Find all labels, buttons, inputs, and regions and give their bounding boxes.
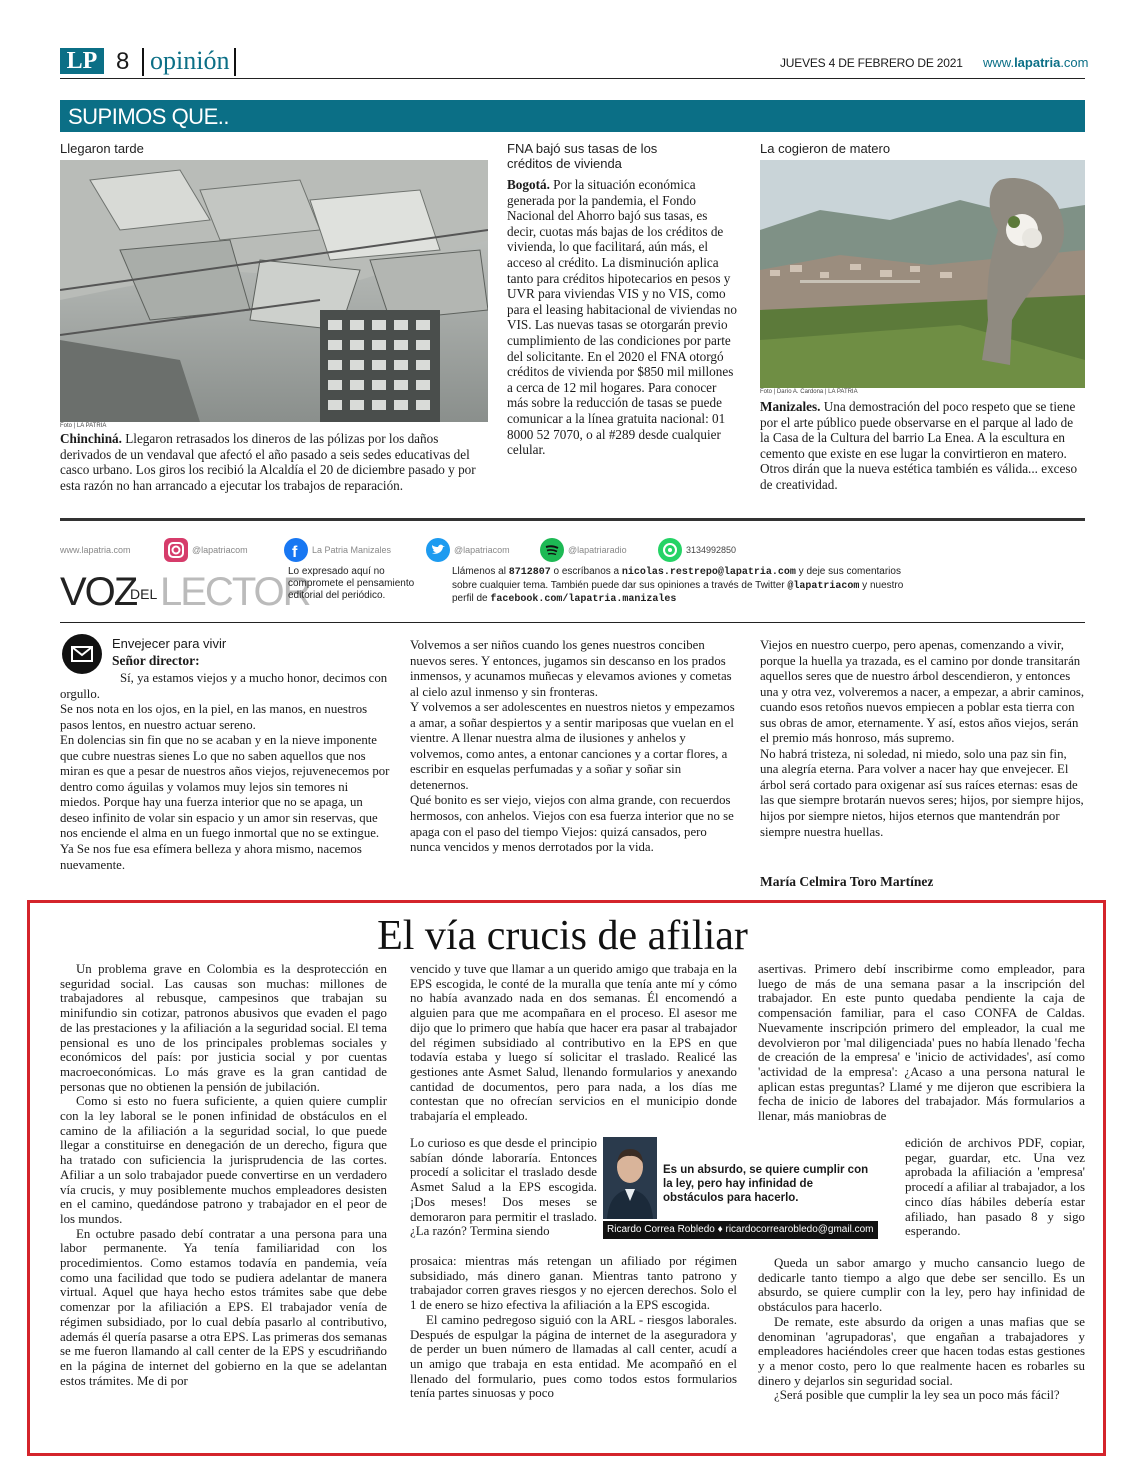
col2-heading: FNA bajó sus tasas de los créditos de vivienda bbox=[507, 141, 658, 171]
site-url[interactable]: www.lapatria.com bbox=[60, 545, 131, 555]
col1-heading: Llegaron tarde bbox=[60, 141, 144, 156]
voz-rule bbox=[60, 622, 1085, 623]
pull-quote-text: Es un absurdo, se quiere cumplir con la ley, pero hay infinidad de obstáculos para hacerlo. bbox=[663, 1164, 869, 1204]
svg-text:f: f bbox=[292, 544, 298, 561]
article-col2-cont: prosaica: mientras más retengan un afiliado por régimen subsidiado, más dinero ganan. Mientras tanto patrono y trabajador corren graves riesgos y no ejercen derechos. Solo el 1 de enero se hizo efectiva la afiliación a la EPS escogida. El camino pedregoso siguió con la ARL - riesgos laborales. Después de espulgar la página de internet de la aseguradora y de perder un buen número de llamadas al call center, acudí a un amigo que trabaja en esta entidad. Me acompañó en el llenado del formulario, pues como todos estos formularios tenía partes sinuosas y poco bbox=[410, 1254, 737, 1401]
header-divider bbox=[142, 48, 144, 76]
social-bar bbox=[60, 538, 1085, 562]
facebook-link[interactable]: f La Patria Manizales bbox=[284, 538, 391, 562]
ceiling-damage-photo bbox=[60, 160, 488, 422]
site-link[interactable]: www.lapatria.com bbox=[983, 55, 1089, 70]
header-divider bbox=[234, 48, 236, 76]
editorial-disclaimer: Lo expresado aquí no compromete el pensamiento editorial del periódico. bbox=[288, 566, 415, 601]
facebook-page: facebook.com/lapatria.manizales bbox=[490, 594, 677, 605]
spotify-icon bbox=[540, 538, 564, 562]
photo-credit: Foto | LA PATRIA bbox=[60, 423, 107, 429]
letter-col1: Sí, ya estamos viejos y a mucho honor, decimos con orgullo. Se nos nota en los ojos, en la piel, en las manos, en nuestros pasos lentos, en nuestro actuar sereno. En dolencias sin fin que no se acaban y en la nieve imponente que cubre nuestras sienes Lo que no saben aquellos que nos miran es que a pesar de nuestros años viejos, rejuvenecemos por dentro como águilas y volamos muy lejos sin temores ni miedos. Porque hay una fuerza interior que no se apaga, un deseo infinito de volar sin espacio y un amor sin reservas, que nos enciende el alma en un fuego inmortal que no se extingue. Ya Se nos fue esa efímera belleza y ahora mismo, nacemos nuevamente. bbox=[60, 671, 390, 872]
article-col1: Un problema grave en Colombia es la desprotección en seguridad social. Las causas son muchas: millones de trabajadores al rebusque, campesinos que trabajan su minifundio sin cotizar, patronos abusivos que evaden el pago de las prestaciones y la afiliación a la seguridad social. El tema pensional es uno de los principales problemas sociales y económicos del país: por justicia social y por cuentas macroeconómicas. Lo más grave es la gran cantidad de personas que no obtienen la pensión de jubilación. Como si esto no fuera suficiente, a quien quiere cumplir con la ley laboral se le ponen infinidad de obstáculos en el camino de la afiliación a la seguridad social, lo que puede llegar a constituirse en denegación de un derecho, figura que ha tratado con suficiencia la jurisprudencia de las cortes. Afiliar a un solo trabajador puede convertirse en un verdadero vía crucis, y muy posiblemente muchos empleadores desisten en el camino, quedándose patrono y trabajador en el peor de los mundos. En octubre pasado debí contratar a una persona para una labor permanente. Ya tenía familiaridad con los procedimientos. Como estamos todavía en pandemia, veía como una facilidad que todo se pudiera adelantar de manera virtual. Aquel que haya hecho estos trámites sabe que debe comenzar por la afiliación a EPS. El trabajador venía de régimen subsidiado, por lo cual debía pasarlo al contributivo, además él quería pasarse a otra EPS. Las primeras dos semanas se me fueron llamando al call center de la EPS y escudriñando en la página de internet del gobierno en la que se adelantan estos trámites. Me di por bbox=[60, 962, 387, 1388]
facebook-icon bbox=[284, 538, 308, 562]
col3-text: Manizales. Una demostración del poco respeto que se tiene por el arte público puede observarse en el parque al lado de la Casa de la Cultura del barrio La Enea. A la escultura en cemento que existe en ese lugar la convirtieron en matero. Otros dirán que la nueva estética también es válida... exceso de creatividad. bbox=[760, 399, 1078, 492]
col1-text: Chinchiná. Llegaron retrasados los dineros de las pólizas por los daños derivados de un vendaval que afectó el año pasado a seis sedes educativas del casco urbano. Los giros los recibió la Alcaldía el 20 de diciembre pasado y por esta razón no han arrancado a ejecutar los trabajos de reparación. bbox=[60, 431, 476, 493]
letter-col3: Viejos en nuestro cuerpo, pero apenas, comenzando a vivir, porque la huella ya trazada, es el camino por donde transitarán aquellos seres que de nuestro árbol descendieron, y entonces una y otra vez, volveremos a nacer, a empezar, a abrir caminos, cuando esos retoños nuevos empiecen a poblar esta tierra con sus obras de amor, eternamente. Y así, estos años viejos, serán el premio más honroso, más supremo. No habrá tristeza, ni soledad, ni miedo, solo una paz sin fin, una alegría eterna. Para volver a nacer hay que envejecer. El árbol será cortado para oxigenar así sus raíces eternas: esas de las que siempre brotarán nuevos seres; hijos, por siempre hijos, hijos por siempre nietos, hijos eternos que mantendrán por siempre nuestra huellas. bbox=[760, 638, 1085, 839]
phone-number: 8712807 bbox=[508, 567, 551, 578]
pull-quote bbox=[603, 1137, 878, 1245]
letter-signature: María Celmira Toro Martínez bbox=[760, 874, 934, 889]
lp-logo: LP bbox=[60, 48, 104, 74]
article-col3-wrap: edición de archivos PDF, copiar, pegar, guardar, etc. Una vez aprobada la afiliación a 'empresa' procedí a afiliar al trabajador, a los cinco días hábiles debería estar afiliado, han pasado 8 y sigo esperando. bbox=[905, 1136, 1085, 1239]
article-col3: asertivas. Primero debí inscribirme como empleador, para luego de más de una semana pasar a la inscripción del trabajador. En este punto quedaba pendiente la caja de compensación familiar, para el caso CONFA de Caldas. Nuevamente inscripción primero del empleador, la cual me devolvieron por 'mal diligenciada' pues no había llenado 'fecha de creación de la empresa' e 'inicio de actividades', así como 'actividad de la empresa': ¿Acaso a una persona natural le aplican estas preguntas? Llamé y me dijeron que escribiera la fecha de inicio de labores del trabajador. Más formularios a llenar, más maniobras de bbox=[758, 962, 1085, 1124]
letter-title: Envejecer para vivir bbox=[112, 636, 227, 651]
contact-info: Llámenos al 8712807 o escríbanos a nicolas.restrepo@lapatria.com y deje sus comentarios sobre cualquier tema. También puede dar sus opiniones a través de Twitter @lapatriacom y nuestro perfil de facebook.com/lapatria.manizales bbox=[452, 566, 904, 605]
supimos-band bbox=[60, 100, 1085, 132]
band-title: SUPIMOS QUE.. bbox=[68, 104, 229, 129]
instagram-icon bbox=[164, 538, 188, 562]
twitter-handle: @lapatriacom bbox=[787, 580, 860, 592]
page-header bbox=[60, 46, 1089, 80]
article-col3-cont: Queda un sabor amargo y mucho cansancio luego de dedicarle tanto tiempo a algo que debe ser sencillo. Es un absurdo, se quiere cumplir con la ley, pero hay infinidad de obstáculos para hacerlo. De remate, este absurdo da origen a unas mafias que se denominan 'agrupadoras', que engañan a trabajadores y empleadores haciéndoles creer que hacen todas estas gestiones y a menor costo, pero lo que realmente hacen es robarles su dinero y dejarlos sin seguridad social. ¿Será posible que cumplir la ley sea un poco más fácil? bbox=[758, 1256, 1085, 1403]
section-rule bbox=[60, 518, 1085, 521]
whatsapp-icon bbox=[658, 538, 682, 562]
mail-icon bbox=[62, 634, 102, 674]
spotify-link[interactable]: @lapatriaradio bbox=[540, 538, 627, 562]
page-number: 8 bbox=[116, 48, 130, 75]
twitter-link[interactable]: @lapatriacom bbox=[426, 538, 510, 562]
letter-salutation: Señor director: bbox=[112, 653, 200, 668]
col3-heading: La cogieron de matero bbox=[760, 141, 891, 156]
article-col2-wrap: Lo curioso es que desde el principio sabían dónde laboraría. Entonces procedí a solicitar el traslado desde Asmet Salud a la EPS escogida. ¡Dos meses! Dos meses se demoraron para permitir el traslado. ¿La razón? Termina siendo bbox=[410, 1136, 597, 1239]
voz-del-lector-logo: VOZ DEL LECTOR bbox=[60, 570, 310, 614]
whatsapp-link[interactable]: 3134992850 bbox=[658, 538, 736, 562]
letter-col2: Volvemos a ser niños cuando los genes nuestros conciben nuevos seres. Y entonces, jugamos sin descanso en los prados inmensos, y acunamos muñecas y elevamos aviones y cometas al cielo azul inmenso y sin fronteras. Y volvemos a ser adolescentes en nuestros nietos y empezamos a amar, a soñar despiertos y a sentir mariposas que vuelan en el vientre. A llenar nuestra alma de ilusiones y anhelos y volvemos, como antes, a entonar canciones y a cortar flores, a escribir en esquelas perfumadas y a soñar y soñar sin detenernos. Qué bonito es ser viejo, viejos con alma grande, con recuerdos hermosos, con anhelos. Viejos con esa fuerza interior que no se apaga con el paso del tiempo Viejos: quizá cansados, pero nunca vencidos y menos derrotados por la vida. bbox=[410, 638, 735, 855]
author-byline: Ricardo Correa Robledo ♦ ricardocorrearobledo@gmail.com bbox=[603, 1221, 878, 1239]
section-title: opinión bbox=[150, 46, 230, 75]
issue-date: JUEVES 4 DE FEBRERO DE 2021 bbox=[780, 56, 963, 70]
col2-text: Bogotá. Por la situación económica generada por la pandemia, el Fondo Nacional del Ahorro bajó sus tasas, es decir, cuotas más bajas de los créditos de vivienda, lo que facilitará, aún más, el acceso al crédito. La disminución aplica tanto para créditos hipotecarios en pesos y UVR para viviendas VIS y no VIS, como para el leasing habitacional de viviendas no VIS. Las nuevas tasas se otorgarán previo cumplimiento de las condiciones por parte del solicitante. En el 2020 el FNA otorgó créditos de vivienda por $850 mil millones a cerca de 12 mil hogares. Para conocer más sobre la reducción de tasas se puede comunicar a la línea gratuita nacional: 01 8000 52 7070, o al #289 desde cualquier celular. bbox=[507, 177, 737, 458]
article-title: El vía crucis de afiliar bbox=[377, 913, 748, 959]
article-col2: vencido y tuve que llamar a un querido amigo que trabaja en la EPS escogida, le conté de la muralla que tenía ante mí y cómo no había avanzado nada en dos semanas. Él encomendó a alguien para que me acompañara en el proceso. El asesor me dijo que lo primero que había que hacer era pasar al trabajador del régimen subsidiado al contributivo en la EPS en que todavía estaba y luego sí solicitar el traslado. Realicé las gestiones ante Asmet Salud, llenando formularios y anexando cantidad de documentos, pero para nada, a los días me contestan que no ofrecían servicios en el municipio donde trabajaría el empleado. bbox=[410, 962, 737, 1124]
twitter-icon bbox=[426, 538, 450, 562]
sculpture-photo bbox=[760, 160, 1085, 388]
author-photo bbox=[603, 1137, 657, 1219]
instagram-link[interactable]: @lapatriacom bbox=[164, 538, 248, 562]
header-rule bbox=[60, 78, 1085, 79]
contact-email: nicolas.restrepo@lapatria.com bbox=[621, 567, 796, 578]
photo-credit: Foto | Darío A. Cardona | LA PATRIA bbox=[760, 389, 858, 395]
